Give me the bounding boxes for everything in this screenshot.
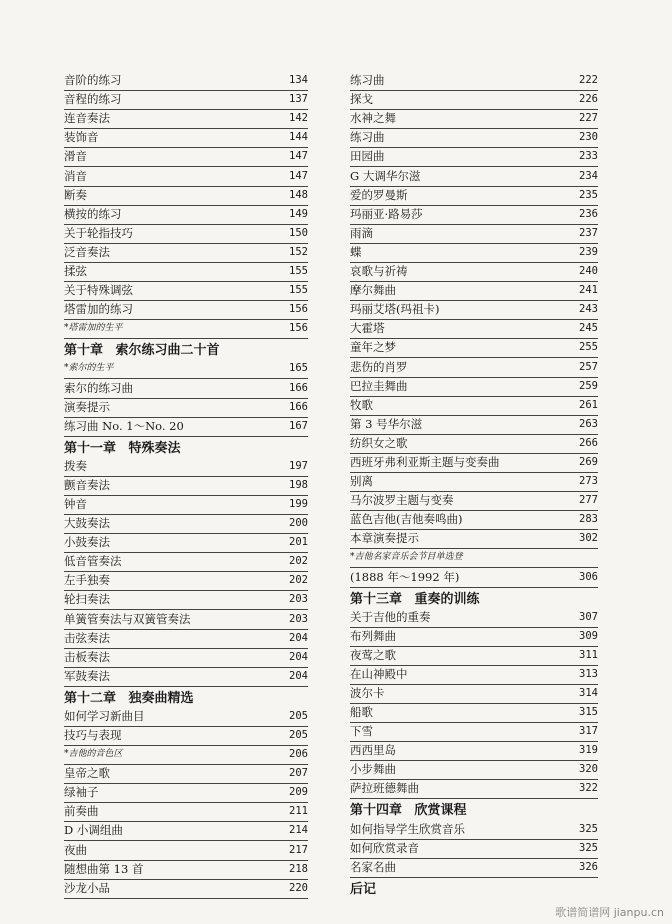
toc-entry-page: 269 xyxy=(579,455,598,468)
toc-entry xyxy=(64,301,308,320)
toc-entry-title: 索尔的练习曲 xyxy=(64,380,133,395)
toc-entry-page: 144 xyxy=(289,131,308,144)
toc-entry-title: 下雪 xyxy=(350,724,373,739)
toc-entry-page: 201 xyxy=(289,536,308,549)
toc-entry-page: 266 xyxy=(579,436,598,449)
toc-entry-title: *索尔的生平 xyxy=(64,363,114,374)
toc-entry xyxy=(64,496,308,515)
chapter-heading xyxy=(64,437,308,458)
toc-entry-title: 左手独奏 xyxy=(64,573,110,588)
toc-entry-title: 关于吉他的重奏 xyxy=(350,609,431,624)
toc-entry-title: 消音 xyxy=(64,168,87,183)
toc-entry-page: 211 xyxy=(289,805,308,818)
toc-entry-title: 在山神殿中 xyxy=(350,666,408,681)
toc-entry-title: 纺织女之歌 xyxy=(350,435,408,450)
toc-entry-title: 如何学习新曲目 xyxy=(64,708,145,723)
toc-entry xyxy=(350,301,598,320)
toc-entry xyxy=(350,609,598,628)
toc-entry-page: 202 xyxy=(289,555,308,568)
toc-entry xyxy=(350,110,598,129)
toc-entry-title: *吉他名家音乐会节目单选登 xyxy=(350,552,463,563)
toc-entry-page: 230 xyxy=(579,131,598,144)
toc-entry-page: 165 xyxy=(289,362,308,375)
toc-entry-title: 练习曲 No. 1～No. 20 xyxy=(64,418,184,433)
toc-entry-page: 307 xyxy=(579,610,598,623)
toc-entry-page: 166 xyxy=(289,381,308,394)
toc-entry-page: 205 xyxy=(289,709,308,722)
toc-entry xyxy=(64,822,308,841)
toc-entry xyxy=(350,435,598,454)
toc-entry-title: 小鼓奏法 xyxy=(64,535,110,550)
toc-entry-title: 皇帝之歌 xyxy=(64,766,110,781)
toc-entry-title: 名家名曲 xyxy=(350,859,396,874)
toc-entry xyxy=(350,492,598,511)
toc-entry-title: *塔雷加的生平 xyxy=(64,323,123,334)
toc-entry xyxy=(64,727,308,746)
toc-entry xyxy=(64,708,308,727)
toc-entry-title: D 小调组曲 xyxy=(64,823,123,838)
toc-entry xyxy=(64,110,308,129)
toc-entry xyxy=(64,553,308,572)
toc-entry-title: 第 3 号华尔滋 xyxy=(350,416,423,431)
toc-entry-page: 237 xyxy=(579,226,598,239)
toc-entry-title: 颤音奏法 xyxy=(64,477,110,492)
toc-entry xyxy=(350,859,598,878)
toc-entry xyxy=(350,148,598,167)
toc-entry xyxy=(64,167,308,186)
toc-entry-title: 击板奏法 xyxy=(64,649,110,664)
toc-entry-title: 音程的练习 xyxy=(64,92,122,107)
toc-entry-page: 259 xyxy=(579,379,598,392)
toc-entry-title: 断奏 xyxy=(64,187,87,202)
toc-entry xyxy=(64,591,308,610)
toc-entry-page: 306 xyxy=(579,570,598,583)
toc-entry xyxy=(64,803,308,822)
toc-entry xyxy=(350,320,598,339)
toc-entry-title: 夜莺之歌 xyxy=(350,647,396,662)
toc-entry xyxy=(350,454,598,473)
toc-entry-title: 第十二章 独奏曲精选 xyxy=(64,690,194,706)
toc-entry xyxy=(64,861,308,880)
toc-entry-page: 155 xyxy=(289,284,308,297)
toc-entry-page: 204 xyxy=(289,631,308,644)
toc-entry xyxy=(350,628,598,647)
toc-entry-title: 牧歌 xyxy=(350,397,373,412)
toc-entry-title: 低音管奏法 xyxy=(64,554,122,569)
toc-entry-page: 243 xyxy=(579,303,598,316)
chapter-heading xyxy=(350,799,598,820)
toc-entry-title: 练习曲 xyxy=(350,130,385,145)
toc-entry-page: 236 xyxy=(579,207,598,220)
toc-entry xyxy=(350,568,598,587)
toc-entry-page: 204 xyxy=(289,669,308,682)
toc-entry-title: 后记 xyxy=(350,881,377,897)
toc-entry-title: 关于轮指技巧 xyxy=(64,225,133,240)
toc-entry-page: 314 xyxy=(579,687,598,699)
toc-entry-page: 166 xyxy=(289,400,308,413)
toc-entry xyxy=(64,784,308,803)
toc-entry xyxy=(350,339,598,358)
toc-entry-title: 蝶 xyxy=(350,244,362,259)
toc-entry xyxy=(64,668,308,687)
toc-entry-page: 167 xyxy=(289,419,308,432)
toc-entry-page: 203 xyxy=(289,612,308,625)
toc-entry-page: 134 xyxy=(289,74,308,87)
toc-entry-page: 240 xyxy=(579,265,598,278)
toc-entry-page: 317 xyxy=(579,725,598,738)
toc-entry xyxy=(350,820,598,839)
toc-entry xyxy=(64,263,308,282)
toc-entry-title: 船歌 xyxy=(350,705,373,720)
toc-entry-page: 234 xyxy=(579,169,598,182)
toc-entry-page: 273 xyxy=(579,475,598,488)
toc-entry xyxy=(350,91,598,110)
toc-entry-page: 197 xyxy=(289,459,308,472)
toc-entry xyxy=(64,765,308,784)
toc-entry-title: 雨滴 xyxy=(350,225,373,240)
toc-entry xyxy=(350,378,598,397)
toc-entry-title: 如何指导学生欣赏音乐 xyxy=(350,821,465,836)
toc-entry-title: 关于特殊调弦 xyxy=(64,283,133,298)
toc-entry-title: 揉弦 xyxy=(64,264,87,279)
toc-entry xyxy=(350,666,598,685)
toc-entry-page: 311 xyxy=(579,648,598,661)
toc-entry-title: 大鼓奏法 xyxy=(64,516,110,531)
toc-entry xyxy=(64,610,308,629)
toc-entry-title: 玛丽亚·路易莎 xyxy=(350,206,423,221)
toc-entry-title: 装饰音 xyxy=(64,130,99,145)
site-watermark: 歌谱简谱网 jianpu.cn xyxy=(555,906,664,919)
toc-entry-title: 钟音 xyxy=(64,496,87,511)
toc-entry-title: 水神之舞 xyxy=(350,111,396,126)
toc-entry xyxy=(350,358,598,377)
toc-entry-title: 本章演奏提示 xyxy=(350,531,419,546)
toc-entry-page: 149 xyxy=(289,207,308,220)
toc-entry-page: 142 xyxy=(289,112,308,125)
toc-entry xyxy=(350,780,598,799)
toc-entry-page: 322 xyxy=(579,782,598,795)
toc-entry xyxy=(64,880,308,899)
toc-entry-title: 爱的罗曼斯 xyxy=(350,187,408,202)
toc-entry xyxy=(350,72,598,91)
toc-entry-title: 玛丽艾塔(玛祖卡) xyxy=(350,302,440,317)
toc-entry-page: 309 xyxy=(579,629,598,642)
toc-entry-page: 156 xyxy=(289,322,308,335)
toc-left-column xyxy=(64,72,308,899)
toc-entry-page: 203 xyxy=(289,593,308,606)
toc-entry xyxy=(64,572,308,591)
toc-entry-title: 小步舞曲 xyxy=(350,762,396,777)
toc-entry-title: 童年之梦 xyxy=(350,340,396,355)
toc-entry-title: 第十章 索尔练习曲二十首 xyxy=(64,343,220,359)
toc-entry xyxy=(350,685,598,704)
toc-entry-title: 萨拉班德舞曲 xyxy=(350,781,419,796)
toc-entry xyxy=(64,206,308,225)
toc-entry-title: 探戈 xyxy=(350,92,373,107)
toc-entry-title: 拨奏 xyxy=(64,458,87,473)
toc-entry-page: 207 xyxy=(289,767,308,780)
toc-entry-page: 199 xyxy=(289,497,308,510)
toc-entry-page: 202 xyxy=(289,574,308,587)
toc-entry xyxy=(64,630,308,649)
toc-entry xyxy=(64,746,308,765)
toc-entry xyxy=(350,416,598,435)
toc-entry-page: 147 xyxy=(289,150,308,163)
toc-entry-title: (1888 年～1992 年) xyxy=(350,569,460,584)
toc-entry-page: 214 xyxy=(289,824,308,837)
toc-entry-title: 悲伤的肖罗 xyxy=(350,359,408,374)
toc-entry xyxy=(64,244,308,263)
toc-entry-page: 325 xyxy=(579,841,598,854)
toc-entry-title: 大霍塔 xyxy=(350,321,385,336)
toc-entry-page: 261 xyxy=(579,398,598,411)
toc-entry-title: 技巧与表现 xyxy=(64,728,122,742)
toc-entry-title: 哀歌与祈祷 xyxy=(350,264,408,279)
toc-entry xyxy=(350,473,598,492)
toc-entry-page: 239 xyxy=(579,245,598,258)
toc-entry xyxy=(350,206,598,225)
toc-entry-page: 283 xyxy=(579,513,598,526)
toc-entry-title: G 大调华尔滋 xyxy=(350,168,421,183)
chapter-heading xyxy=(64,339,308,360)
toc-entry-title: 第十三章 重奏的训练 xyxy=(350,591,480,607)
toc-entry xyxy=(64,418,308,437)
toc-entry-title: 田园曲 xyxy=(350,149,385,164)
toc-entry xyxy=(64,515,308,534)
toc-entry-page: 255 xyxy=(579,341,598,354)
toc-entry-page: 263 xyxy=(579,417,598,430)
toc-entry xyxy=(64,477,308,496)
toc-entry-title: 滑音 xyxy=(64,149,87,164)
toc-entry-title: 横按的练习 xyxy=(64,206,122,221)
toc-entry-page: 137 xyxy=(289,93,308,106)
toc-entry-title: 塔雷加的练习 xyxy=(64,302,133,317)
toc-entry xyxy=(350,840,598,859)
toc-entry xyxy=(350,187,598,206)
toc-entry-page: 315 xyxy=(579,706,598,719)
toc-entry-title: 轮扫奏法 xyxy=(64,592,110,607)
toc-entry-page: 313 xyxy=(579,667,598,680)
toc-entry-title: 波尔卡 xyxy=(350,686,385,700)
toc-entry xyxy=(350,282,598,301)
toc-entry-page: 205 xyxy=(289,729,308,741)
toc-entry-title: 西西里岛 xyxy=(350,743,396,758)
toc-entry-page: 245 xyxy=(579,322,598,335)
toc-entry-page: 156 xyxy=(289,303,308,316)
toc-entry-title: 摩尔舞曲 xyxy=(350,283,396,298)
toc-right-column xyxy=(350,72,598,899)
toc-entry-page: 204 xyxy=(289,650,308,663)
chapter-heading xyxy=(350,588,598,609)
toc-entry-page: 147 xyxy=(289,169,308,182)
toc-entry-title: 如何欣赏录音 xyxy=(350,840,419,855)
toc-entry-page: 148 xyxy=(289,188,308,201)
toc-entry xyxy=(64,320,308,339)
toc-entry xyxy=(350,742,598,761)
toc-entry-page: 277 xyxy=(579,494,598,507)
toc-entry-page: 326 xyxy=(579,860,598,873)
toc-entry xyxy=(64,534,308,553)
toc-entry xyxy=(350,530,598,549)
toc-entry-title: 击弦奏法 xyxy=(64,630,110,645)
toc-entry-page: 235 xyxy=(579,188,598,201)
toc-entry xyxy=(350,761,598,780)
toc-entry-title: 蓝色吉他(吉他奏鸣曲) xyxy=(350,512,463,527)
toc-entry-page: 198 xyxy=(289,478,308,491)
toc-entry-page: 302 xyxy=(579,532,598,545)
toc-entry-title: *吉他的音色区 xyxy=(64,749,123,760)
toc-entry-title: 练习曲 xyxy=(350,73,385,88)
toc-entry-title: 布列舞曲 xyxy=(350,628,396,643)
toc-entry-title: 绿袖子 xyxy=(64,785,99,800)
toc-entry-page: 227 xyxy=(579,112,598,125)
toc-entry-page: 319 xyxy=(579,744,598,757)
toc-entry xyxy=(64,399,308,418)
toc-entry xyxy=(350,704,598,723)
toc-entry xyxy=(350,244,598,263)
toc-entry xyxy=(64,129,308,148)
toc-entry-page: 233 xyxy=(579,150,598,163)
toc-entry-title: 单簧管奏法与双簧管奏法 xyxy=(64,611,191,626)
toc-entry xyxy=(64,458,308,477)
toc-entry-title: 前奏曲 xyxy=(64,804,99,819)
toc-entry-title: 沙龙小品 xyxy=(64,880,110,895)
toc-entry-page: 217 xyxy=(289,843,308,856)
toc-entry-title: 第十一章 特殊奏法 xyxy=(64,440,181,456)
toc-entry xyxy=(350,263,598,282)
toc-entry-page: 209 xyxy=(289,786,308,799)
toc-entry-title: 音阶的练习 xyxy=(64,73,122,88)
toc-entry xyxy=(350,167,598,186)
toc-entry-title: 演奏提示 xyxy=(64,399,110,414)
toc-entry xyxy=(64,225,308,244)
chapter-heading xyxy=(350,878,598,899)
toc-entry xyxy=(64,649,308,668)
toc-entry xyxy=(64,72,308,91)
toc-entry-page: 325 xyxy=(579,822,598,835)
toc-entry xyxy=(350,397,598,416)
toc-entry-title: 随想曲第 13 首 xyxy=(64,861,144,876)
toc-entry-page: 150 xyxy=(289,226,308,239)
toc-entry xyxy=(64,282,308,301)
toc-entry-page: 155 xyxy=(289,265,308,278)
toc-entry-page: 218 xyxy=(289,862,308,875)
chapter-heading xyxy=(64,687,308,708)
toc-entry-page: 320 xyxy=(579,763,598,776)
toc-entry-title: 巴拉圭舞曲 xyxy=(350,378,408,393)
toc-entry xyxy=(350,647,598,666)
toc-entry xyxy=(64,379,308,398)
toc-entry-page: 222 xyxy=(579,74,598,87)
toc-entry xyxy=(64,360,308,379)
toc-entry-page: 226 xyxy=(579,93,598,106)
toc-entry xyxy=(350,723,598,742)
toc-entry-title: 别离 xyxy=(350,474,373,489)
toc-entry xyxy=(64,841,308,860)
toc-entry-title: 连音奏法 xyxy=(64,111,110,126)
toc-entry-page: 257 xyxy=(579,360,598,373)
toc-entry-title: 马尔波罗主题与变奏 xyxy=(350,493,454,508)
toc-entry-title: 泛音奏法 xyxy=(64,244,110,259)
toc-entry-title: 西班牙弗利亚斯主题与变奏曲 xyxy=(350,454,500,469)
toc-entry xyxy=(350,129,598,148)
toc-entry-title: 夜曲 xyxy=(64,842,87,857)
toc-entry-page: 220 xyxy=(289,881,308,894)
toc-entry xyxy=(64,148,308,167)
toc-entry xyxy=(350,549,598,568)
toc-entry-page: 206 xyxy=(289,748,308,761)
toc-entry xyxy=(64,91,308,110)
toc-entry-title: 第十四章 欣赏课程 xyxy=(350,803,467,819)
toc-entry-page: 241 xyxy=(579,284,598,297)
toc-entry-page: 200 xyxy=(289,517,308,530)
toc-entry xyxy=(64,187,308,206)
toc-entry xyxy=(350,225,598,244)
toc-entry-title: 军鼓奏法 xyxy=(64,668,110,683)
toc-entry-page: 152 xyxy=(289,245,308,258)
toc-entry xyxy=(350,511,598,530)
